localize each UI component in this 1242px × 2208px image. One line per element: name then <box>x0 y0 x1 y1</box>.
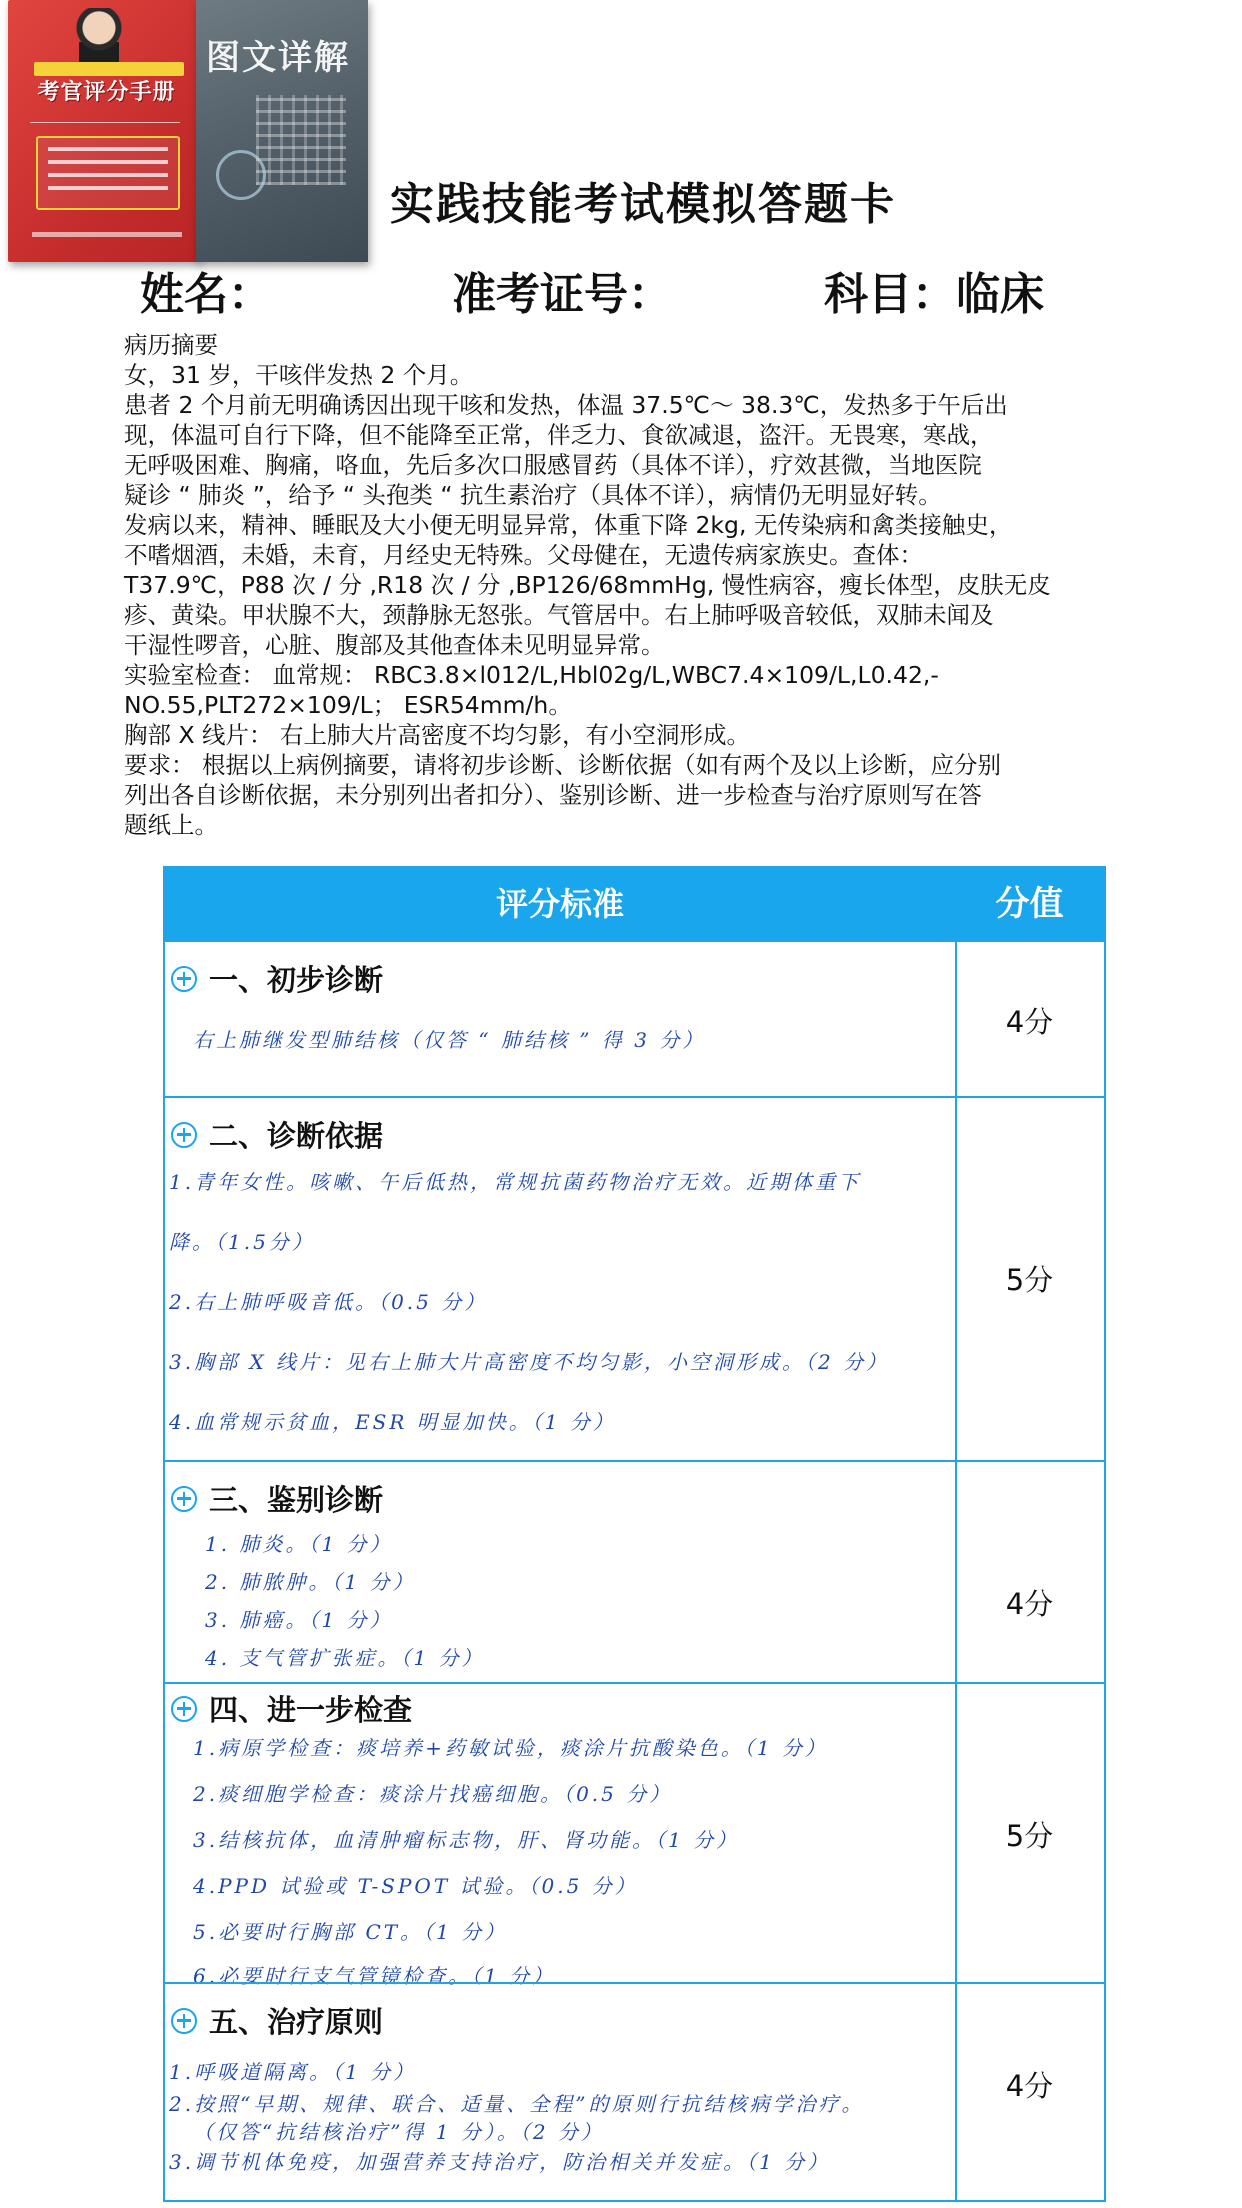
answer-line: 1.青年女性。咳嗽、午后低热，常规抗菌药物治疗无效。近期体重下 <box>169 1170 862 1194</box>
answer-line: 1. 肺炎。（1 分） <box>205 1532 393 1556</box>
section-title: 一、初步诊断 <box>209 963 384 997</box>
answer-line: 2.按照“早期、规律、联合、适量、全程”的原则行抗结核病学治疗。 <box>169 2092 865 2116</box>
case-line: 列出各自诊断依据，未分别列出者扣分）、鉴别诊断、进一步检查与治疗原则写在答 <box>124 781 982 809</box>
case-line: 干湿性啰音，心脏、腹部及其他查体未见明显异常。 <box>124 631 665 659</box>
book-publisher-line <box>32 232 182 237</box>
section-heading <box>171 958 383 999</box>
score-value: 4分 <box>1005 1005 1054 1039</box>
answer-line: 4. 支气管扩张症。（1 分） <box>205 1646 485 1670</box>
section-title: 三、鉴别诊断 <box>209 1483 384 1517</box>
section-heading <box>171 1114 383 1155</box>
answer-line: 2.痰细胞学检查：痰涂片找癌细胞。（0.5 分） <box>193 1782 673 1806</box>
score-value: 4分 <box>1005 2069 1054 2103</box>
section-title: 二、诊断依据 <box>209 1119 384 1153</box>
answer-line: （仅答“抗结核治疗”得 1 分）。（2 分） <box>193 2120 604 2144</box>
answer-line: 2.右上肺呼吸音低。（0.5 分） <box>169 1290 488 1314</box>
table-row-treatment-principle <box>165 1982 1104 2202</box>
case-line: 要求： 根据以上病例摘要，请将初步诊断、诊断依据（如有两个及以上诊断，应分别 <box>124 751 1001 779</box>
table-header <box>165 868 1104 940</box>
book-pattern <box>256 95 346 185</box>
table-row-diagnostic-basis <box>165 1096 1104 1460</box>
section-title: 五、治疗原则 <box>209 2005 384 2039</box>
section-heading <box>171 1688 412 1729</box>
answer-line: 6.必要时行支气管镜检查。（1 分） <box>193 1964 556 1988</box>
case-line: 胸部 X 线片： 右上肺大片高密度不均匀影，有小空洞形成。 <box>124 721 751 749</box>
plus-circle-icon <box>171 966 197 992</box>
book-tag <box>34 62 184 76</box>
case-line: 无呼吸困难、胸痛，咯血，先后多次口服感冒药（具体不详），疗效甚微，当地医院 <box>124 451 982 479</box>
answer-line: 右上肺继发型肺结核（仅答 “ 肺结核 ” 得 3 分） <box>193 1028 706 1052</box>
answer-line: 2. 肺脓肿。（1 分） <box>205 1570 416 1594</box>
answer-line: 3.胸部 X 线片：见右上肺大片高密度不均匀影，小空洞形成。（2 分） <box>169 1350 890 1374</box>
score-value: 5分 <box>1005 1819 1054 1853</box>
section-heading <box>171 1478 383 1519</box>
plus-circle-icon <box>171 1486 197 1512</box>
answer-line: 4.PPD 试验或 T-SPOT 试验。（0.5 分） <box>193 1874 638 1898</box>
book-title-right: 图文详解 <box>206 38 350 78</box>
answer-line: 5.必要时行胸部 CT。（1 分） <box>193 1920 508 1944</box>
answer-line: 1.病原学检查：痰培养+药敏试验，痰涂片抗酸染色。（1 分） <box>193 1736 828 1760</box>
answer-line: 3. 肺癌。（1 分） <box>205 1608 393 1632</box>
answer-line: 降。（1.5分） <box>169 1230 315 1254</box>
case-line: 病历摘要 <box>124 331 218 359</box>
header-criteria: 评分标准 <box>495 885 624 923</box>
table-row-further-examination <box>165 1682 1104 1988</box>
case-line: 患者 2 个月前无明确诱因出现干咳和发热，体温 37.5℃～ 38.3℃，发热多于午后出 <box>124 391 1008 419</box>
subject-label: 科目：临床 <box>824 269 1044 320</box>
case-line: 现，体温可自行下降，但不能降至正常，伴乏力、食欲减退，盗汗。无畏寒，寒战， <box>124 421 994 449</box>
table-row-preliminary-diagnosis <box>165 940 1104 1096</box>
plus-circle-icon <box>171 1122 197 1148</box>
author-photo <box>70 8 128 70</box>
answer-line: 1.呼吸道隔离。（1 分） <box>169 2060 417 2084</box>
case-summary <box>124 330 1134 840</box>
plus-circle-icon <box>171 1696 197 1722</box>
case-line: 实验室检查： 血常规： RBC3.8×l012/L,Hbl02g/L,WBC7.4×109/L,L0.42,- <box>124 661 939 689</box>
case-line: 题纸上。 <box>124 811 218 839</box>
answer-line: 3.调节机体免疫，加强营养支持治疗，防治相关并发症。（1 分） <box>169 2150 831 2174</box>
score-value: 4分 <box>1005 1587 1054 1621</box>
case-line: 疑诊 “ 肺炎 ”，给予 “ 头孢类 “ 抗生素治疗（具体不详），病情仍无明显好转。 <box>124 481 942 509</box>
case-line: NO.55,PLT272×109/L； ESR54mm/h。 <box>124 691 572 719</box>
case-line: T37.9℃，P88 次 / 分 ,R18 次 / 分 ,BP126/68mmHg, 慢性病容，瘦长体型，皮肤无皮 <box>124 571 1051 599</box>
book-covers-image <box>8 0 383 262</box>
sheet-title: 实践技能考试模拟答题卡 <box>390 179 896 230</box>
case-line: 不嗜烟酒，未婚，未育，月经史无特殊。父母健在，无遗传病家族史。查体： <box>124 541 923 569</box>
book-circle-graphic <box>216 150 266 200</box>
section-title: 四、进一步检查 <box>209 1693 413 1727</box>
answer-line: 3.结核抗体，血清肿瘤标志物，肝、肾功能。（1 分） <box>193 1828 740 1852</box>
book-cover-gray <box>196 0 368 262</box>
exam-id-label: 准考证号： <box>452 269 672 320</box>
table-row-differential-diagnosis <box>165 1460 1104 1682</box>
answer-line: 4.血常规示贫血，ESR 明显加快。（1 分） <box>169 1410 616 1434</box>
book-info-box <box>36 136 180 210</box>
case-line: 女，31 岁，干咳伴发热 2 个月。 <box>124 361 474 389</box>
book-subtitle-line <box>30 112 180 123</box>
name-label: 姓名： <box>140 269 272 320</box>
header-score: 分值 <box>995 884 1064 924</box>
section-heading <box>171 2000 383 2041</box>
book-title-left: 考官评分手册 <box>37 80 176 105</box>
score-value: 5分 <box>1005 1263 1054 1297</box>
scoring-table <box>163 866 1106 2202</box>
plus-circle-icon <box>171 2008 197 2034</box>
case-line: 发病以来，精神、睡眠及大小便无明显异常，体重下降 2kg, 无传染病和禽类接触史， <box>124 511 1013 539</box>
case-line: 疹、黄染。甲状腺不大，颈静脉无怒张。气管居中。右上肺呼吸音较低，双肺未闻及 <box>124 601 994 629</box>
book-cover-red <box>8 0 200 262</box>
